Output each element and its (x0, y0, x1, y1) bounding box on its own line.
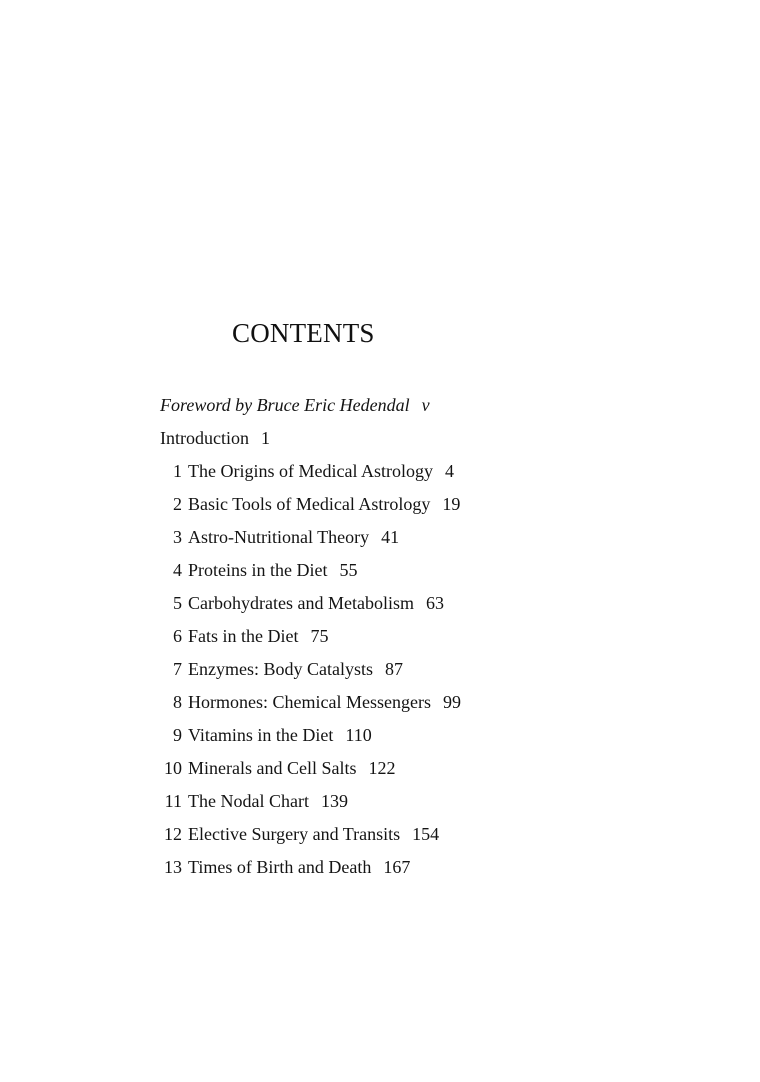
page-title: CONTENTS (232, 318, 375, 348)
toc-entry-text: Foreword by Bruce Eric Hedendal (160, 395, 410, 415)
toc-entry-introduction (160, 425, 600, 458)
chapter-number: 7 (173, 659, 182, 679)
chapter-number: 2 (173, 494, 182, 514)
chapter-title: Carbohydrates and Metabolism (188, 593, 414, 613)
chapter-title: Elective Surgery and Transits (188, 824, 401, 844)
chapter-page-number: 19 (442, 494, 461, 514)
toc-entry-page: 1 (260, 428, 270, 448)
chapter-list (160, 458, 600, 887)
table-of-contents (160, 392, 600, 887)
toc-entry-chapter (160, 656, 600, 689)
chapter-number: 10 (164, 758, 182, 778)
toc-entry-chapter (160, 854, 600, 887)
chapter-title: Astro-Nutritional Theory (188, 527, 370, 547)
chapter-page-number: 122 (368, 758, 396, 778)
chapter-number: 9 (173, 725, 182, 745)
chapter-title: Hormones: Chemical Messengers (188, 692, 431, 712)
toc-entry-page: v (421, 395, 430, 415)
chapter-page-number: 41 (381, 527, 400, 547)
toc-entry-foreword (160, 392, 600, 425)
chapter-page-number: 99 (442, 692, 461, 712)
chapter-number: 1 (173, 461, 182, 481)
chapter-page-number: 75 (310, 626, 329, 646)
chapter-title: Proteins in the Diet (188, 560, 328, 580)
chapter-page-number: 55 (339, 560, 358, 580)
toc-entry-chapter (160, 689, 600, 722)
chapter-page-number: 110 (345, 725, 372, 745)
toc-entry-chapter (160, 623, 600, 656)
chapter-number: 13 (164, 857, 182, 877)
chapter-title: Basic Tools of Medical Astrology (188, 494, 431, 514)
toc-entry-chapter (160, 557, 600, 590)
chapter-number: 12 (164, 824, 182, 844)
toc-entry-chapter (160, 755, 600, 788)
chapter-page-number: 87 (384, 659, 403, 679)
chapter-number: 3 (173, 527, 182, 547)
chapter-title: The Nodal Chart (188, 791, 309, 811)
toc-entry-text: Introduction (160, 428, 249, 448)
chapter-number: 5 (173, 593, 182, 613)
toc-entry-chapter (160, 491, 600, 524)
toc-entry-chapter (160, 722, 600, 755)
toc-entry-chapter (160, 458, 600, 491)
chapter-title: Fats in the Diet (188, 626, 299, 646)
chapter-title: Enzymes: Body Catalysts (188, 659, 373, 679)
chapter-number: 11 (164, 791, 182, 811)
chapter-title: Minerals and Cell Salts (188, 758, 357, 778)
toc-entry-chapter (160, 788, 600, 821)
chapter-title: The Origins of Medical Astrology (188, 461, 433, 481)
chapter-page-number: 63 (425, 593, 444, 613)
chapter-page-number: 4 (444, 461, 454, 481)
toc-entry-chapter (160, 590, 600, 623)
toc-entry-chapter (160, 524, 600, 557)
chapter-number: 6 (173, 626, 182, 646)
chapter-page-number: 139 (320, 791, 348, 811)
chapter-number: 4 (173, 560, 182, 580)
chapter-title: Vitamins in the Diet (188, 725, 334, 745)
chapter-title: Times of Birth and Death (188, 857, 372, 877)
chapter-page-number: 154 (412, 824, 440, 844)
chapter-number: 8 (173, 692, 182, 712)
chapter-page-number: 167 (383, 857, 411, 877)
toc-entry-chapter (160, 821, 600, 854)
